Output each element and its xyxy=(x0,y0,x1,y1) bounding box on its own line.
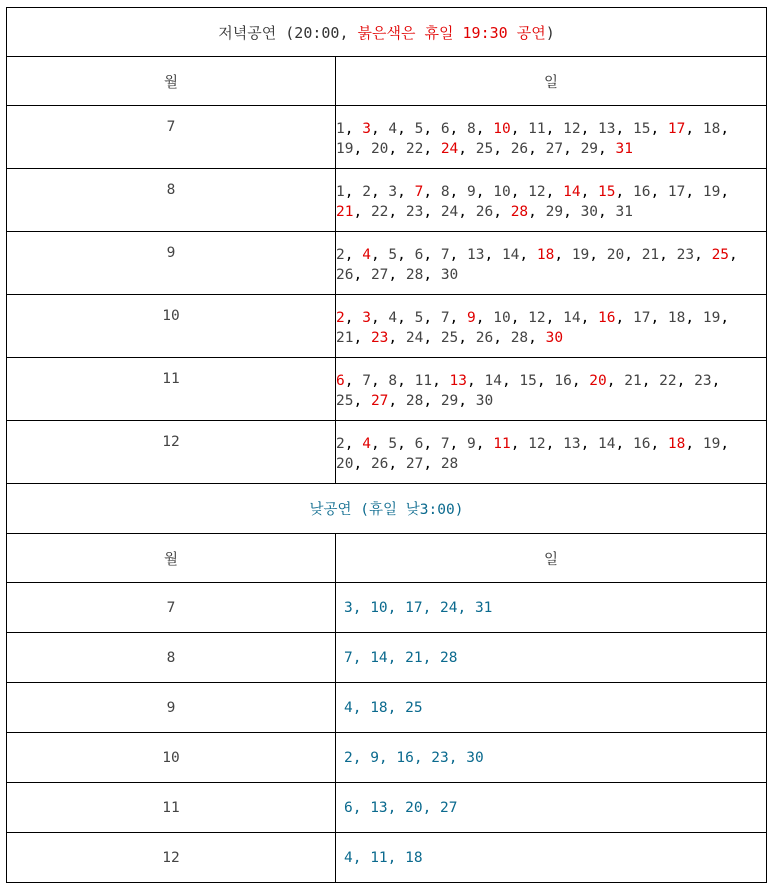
date: 30 xyxy=(440,267,459,283)
date: 28 xyxy=(510,330,529,346)
date: 23 xyxy=(405,204,424,220)
evening-row xyxy=(7,295,767,358)
date: 13 xyxy=(598,121,616,137)
date: 3 xyxy=(388,184,398,200)
date: 7 xyxy=(440,247,450,263)
holiday-date: 3 xyxy=(362,310,371,326)
date: 26 xyxy=(336,267,354,283)
date: 7 xyxy=(362,373,371,389)
holiday-date: 14 xyxy=(563,184,581,200)
date: 16 xyxy=(632,436,651,452)
date: 15 xyxy=(632,121,651,137)
holiday-date: 28 xyxy=(510,204,529,220)
date: 19 xyxy=(571,247,590,263)
month-cell: 9 xyxy=(7,232,336,295)
date: 12 xyxy=(528,436,546,452)
date: 10 xyxy=(493,184,511,200)
date: 20 xyxy=(606,247,625,263)
month-cell: 11 xyxy=(7,783,336,833)
date: 26 xyxy=(475,330,494,346)
holiday-date: 27 xyxy=(370,393,389,409)
holiday-date: 31 xyxy=(615,141,633,157)
date: 23 xyxy=(676,247,695,263)
evening-row xyxy=(7,106,767,169)
date: 8 xyxy=(440,184,450,200)
matinee-header-row xyxy=(7,534,767,583)
holiday-date: 4 xyxy=(362,436,371,452)
date: 9 xyxy=(467,184,476,200)
date: 11 xyxy=(528,121,546,137)
date: 25 xyxy=(475,141,494,157)
holiday-date: 16 xyxy=(598,310,616,326)
header-day: 일 xyxy=(336,57,767,106)
date: 6 xyxy=(414,247,424,263)
date: 14 xyxy=(563,310,581,326)
header-month: 월 xyxy=(7,534,336,583)
days-cell: 4, 18, 25 xyxy=(336,683,767,733)
evening-title: 저녁공연 (20:00, 붉은색은 휴일 19:30 공연) xyxy=(7,8,767,57)
holiday-date: 24 xyxy=(440,141,459,157)
date: 26 xyxy=(475,204,494,220)
days-cell: 6, 7, 8, 11, 13, 14, 15, 16, 20, 21, 22, 23, 25, 27, 28, 29, 30 xyxy=(336,358,767,421)
date: 7 xyxy=(440,310,450,326)
date: 26 xyxy=(370,456,389,472)
holiday-date: 21 xyxy=(336,204,354,220)
matinee-title-row xyxy=(7,484,767,534)
matinee-row xyxy=(7,733,767,783)
holiday-note: 붉은색은 휴일 19:30 공연 xyxy=(357,23,546,42)
date: 14 xyxy=(484,373,502,389)
holiday-date: 18 xyxy=(536,247,555,263)
date: 4 xyxy=(388,121,398,137)
date: 17 xyxy=(632,310,651,326)
date: 27 xyxy=(405,456,424,472)
date: 5 xyxy=(388,436,398,452)
date: 25 xyxy=(336,393,354,409)
date: 29 xyxy=(440,393,459,409)
date: 24 xyxy=(405,330,424,346)
days-cell: 1, 2, 3, 7, 8, 9, 10, 12, 14, 15, 16, 17, 19, 21, 22, 23, 24, 26, 28, 29, 30, 31 xyxy=(336,169,767,232)
matinee-row xyxy=(7,683,767,733)
date: 5 xyxy=(414,121,424,137)
date: 18 xyxy=(702,121,721,137)
date: 21 xyxy=(641,247,660,263)
days-cell: 2, 4, 5, 6, 7, 9, 11, 12, 13, 14, 16, 18, 19, 20, 26, 27, 28 xyxy=(336,421,767,484)
date: 22 xyxy=(370,204,389,220)
holiday-date: 17 xyxy=(667,121,686,137)
evening-header-row xyxy=(7,57,767,106)
evening-title-row xyxy=(7,8,767,57)
days-cell: 6, 13, 20, 27 xyxy=(336,783,767,833)
matinee-row xyxy=(7,633,767,683)
date: 21 xyxy=(624,373,642,389)
days-cell: 2, 3, 4, 5, 7, 9, 10, 12, 14, 16, 17, 18, 19, 21, 23, 24, 25, 26, 28, 30 xyxy=(336,295,767,358)
date: 19 xyxy=(702,184,721,200)
evening-row xyxy=(7,421,767,484)
holiday-date: 13 xyxy=(449,373,468,389)
matinee-row xyxy=(7,583,767,633)
performance-schedule-table xyxy=(6,7,767,883)
date: 14 xyxy=(501,247,520,263)
month-cell: 10 xyxy=(7,295,336,358)
evening-row xyxy=(7,358,767,421)
date: 21 xyxy=(336,330,354,346)
month-cell: 10 xyxy=(7,733,336,783)
date: 10 xyxy=(493,310,511,326)
holiday-date: 7 xyxy=(414,184,424,200)
month-cell: 8 xyxy=(7,169,336,232)
date: 18 xyxy=(667,310,686,326)
date: 28 xyxy=(405,267,424,283)
date: 6 xyxy=(440,121,450,137)
date: 9 xyxy=(467,436,476,452)
date: 27 xyxy=(545,141,564,157)
matinee-title: 낮공연 (휴일 낮3:00) xyxy=(7,484,767,534)
evening-row xyxy=(7,169,767,232)
month-cell: 12 xyxy=(7,833,336,883)
evening-row xyxy=(7,232,767,295)
date: 24 xyxy=(440,204,459,220)
days-cell: 3, 10, 17, 24, 31 xyxy=(336,583,767,633)
month-cell: 11 xyxy=(7,358,336,421)
date: 11 xyxy=(414,373,433,389)
holiday-date: 25 xyxy=(711,247,730,263)
date: 5 xyxy=(388,247,398,263)
date: 19 xyxy=(702,436,721,452)
month-cell: 8 xyxy=(7,633,336,683)
date: 4 xyxy=(388,310,398,326)
date: 12 xyxy=(563,121,581,137)
date: 2 xyxy=(362,184,371,200)
date: 7 xyxy=(440,436,450,452)
date: 28 xyxy=(440,456,459,472)
date: 6 xyxy=(414,436,424,452)
date: 14 xyxy=(598,436,616,452)
holiday-date: 10 xyxy=(493,121,511,137)
days-cell: 4, 11, 18 xyxy=(336,833,767,883)
header-month: 월 xyxy=(7,57,336,106)
matinee-row xyxy=(7,783,767,833)
date: 1 xyxy=(336,121,345,137)
days-cell: 7, 14, 21, 28 xyxy=(336,633,767,683)
date: 23 xyxy=(694,373,712,389)
month-cell: 9 xyxy=(7,683,336,733)
date: 13 xyxy=(563,436,581,452)
holiday-date: 9 xyxy=(467,310,476,326)
date: 15 xyxy=(519,373,537,389)
date: 8 xyxy=(388,373,398,389)
date: 19 xyxy=(702,310,721,326)
date: 27 xyxy=(370,267,389,283)
date: 16 xyxy=(632,184,651,200)
days-cell: 2, 4, 5, 6, 7, 13, 14, 18, 19, 20, 21, 23, 25, 26, 27, 28, 30 xyxy=(336,232,767,295)
date: 28 xyxy=(405,393,424,409)
date: 13 xyxy=(467,247,485,263)
date: 5 xyxy=(414,310,424,326)
date: 19 xyxy=(336,141,354,157)
header-day: 일 xyxy=(336,534,767,583)
date: 31 xyxy=(615,204,633,220)
date: 12 xyxy=(528,310,546,326)
date: 17 xyxy=(667,184,686,200)
date: 22 xyxy=(405,141,424,157)
date: 29 xyxy=(545,204,564,220)
date: 8 xyxy=(467,121,476,137)
holiday-date: 18 xyxy=(667,436,686,452)
date: 20 xyxy=(336,456,354,472)
date: 30 xyxy=(475,393,494,409)
date: 20 xyxy=(370,141,389,157)
holiday-date: 11 xyxy=(493,436,511,452)
date: 26 xyxy=(510,141,529,157)
holiday-date: 4 xyxy=(362,247,371,263)
holiday-date: 3 xyxy=(362,121,371,137)
month-cell: 7 xyxy=(7,583,336,633)
matinee-row xyxy=(7,833,767,883)
holiday-date: 6 xyxy=(336,373,345,389)
date: 29 xyxy=(580,141,599,157)
holiday-date: 30 xyxy=(545,330,564,346)
month-cell: 7 xyxy=(7,106,336,169)
holiday-date: 20 xyxy=(589,373,607,389)
days-cell: 2, 9, 16, 23, 30 xyxy=(336,733,767,783)
holiday-date: 15 xyxy=(598,184,616,200)
holiday-date: 23 xyxy=(370,330,389,346)
date: 30 xyxy=(580,204,599,220)
date: 22 xyxy=(659,373,677,389)
date: 1 xyxy=(336,184,345,200)
date: 12 xyxy=(528,184,546,200)
date: 16 xyxy=(554,373,572,389)
days-cell: 1, 3, 4, 5, 6, 8, 10, 11, 12, 13, 15, 17, 18, 19, 20, 22, 24, 25, 26, 27, 29, 31 xyxy=(336,106,767,169)
date: 2 xyxy=(336,436,345,452)
month-cell: 12 xyxy=(7,421,336,484)
date: 2 xyxy=(336,247,345,263)
date: 25 xyxy=(440,330,459,346)
holiday-date: 2 xyxy=(336,310,345,326)
